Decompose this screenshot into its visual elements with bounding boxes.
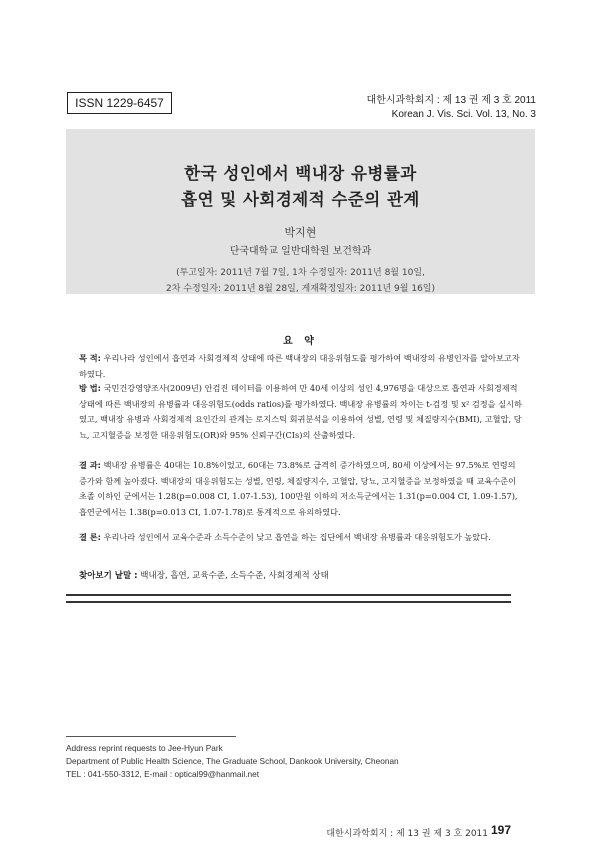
footnote-reprint: Address reprint requests to Jee-Hyun Park [66,743,223,753]
journal-info-english: Korean J. Vis. Sci. Vol. 13, No. 3 [391,109,536,120]
divider-top [66,594,511,596]
article-title-line1: 한국 성인에서 백내장 유병률과 [184,164,417,183]
abstract-conclusion [79,530,523,546]
keywords-label: 찾아보기 낱말 : [79,571,138,581]
author-affiliation: 단국대학교 일반대학원 보건학과 [229,246,372,257]
author-name: 박지현 [284,226,317,239]
abstract-heading: 요 약 [283,336,318,347]
keywords [79,569,523,581]
abstract-results [79,458,523,520]
journal-info-korean: 대한시과학회지 : 제 13 권 제 3 호 2011 [366,95,536,106]
purpose-text: 우리나라 성인에서 흡연과 사회경제적 상태에 따른 백내장의 대응위험도를 평가하여 백내장의 유병인자를 알아보고자 하였다. [79,353,520,379]
footnote-contact: TEL : 041-550-3312, E-mail : optical99@hanmail.net [66,769,260,779]
results-label: 결 과: [79,460,101,470]
footer-journal: 대한시과학회지 : 제 13 권 제 3 호 2011 [326,829,488,839]
divider-bottom [66,601,511,603]
keywords-text: 백내장, 흡연, 교육수준, 소득수준, 사회경제적 상태 [140,571,329,581]
page-number: 197 [490,823,511,837]
abstract-purpose [79,351,523,382]
methods-label: 방 법: [79,383,101,393]
conclusion-label: 결 론: [79,532,101,542]
article-title-line2: 흡연 및 사회경제적 수준의 관계 [181,190,420,209]
submission-dates-line1: (투고일자: 2011년 7월 7일, 1차 수정일자: 2011년 8월 10일, [176,268,425,278]
footnote-department: Department of Public Health Science, The Graduate School, Dankook University, Cheonan [66,756,399,766]
abstract-methods [79,381,523,443]
purpose-label: 목 적: [79,353,101,363]
methods-text: 국민건강영양조사(2009년) 안검진 데이터를 이용하여 만 40세 이상의 성인 4,976명을 대상으로 흡연과 사회경제적 상태에 따른 백내장의 유병률과 대응위험도(odds ratios)를 평가하였다. 백내장 유병률의 차이는 t-검정 및 x² 검정을 실시하였고, 백내장 유병과 사회경제적 요인간의 관계는 로지스틱 회귀분석을 이용하여 성별, 연령 및 체질량지수(BMI), 고혈압, 당뇨, 고지혈증을 보정한 대응위험도(OR)와 95% 신뢰구간(CIs)의 산출하였다. [79,383,522,440]
footnote-divider [66,736,236,737]
issn-box: ISSN 1229-6457 [67,92,172,114]
conclusion-text: 우리나라 성인에서 교육수준과 소득수준이 낮고 흡연을 하는 집단에서 백내장 유병률과 대응위험도가 높았다. [103,532,491,542]
results-text: 백내장 유병률은 40대는 10.8%이었고, 60대는 73.8%로 급격히 증가하였으며, 80세 이상에서는 97.5%로 연령의 증가와 함께 높아졌다. 백내장의 대응위험도는 성별, 연령, 체질량지수, 고혈압, 당뇨, 고지혈증을 보정하였을 때 교육수준이 초졸 이하인 군에서는 1.28(p=0.008 CI, 1.07-1.53), 100만원 이하의 저소득군에서는 1.31(p=0.004 CI, 1.09-1.57), 흡연군에서는 1.38(p=0.013 CI, 1.07-1.78)로 통계적으로 유의하였다. [79,460,518,517]
submission-dates-line2: 2차 수정일자: 2011년 8월 28일, 게재확정일자: 2011년 9월 16일) [165,284,435,294]
